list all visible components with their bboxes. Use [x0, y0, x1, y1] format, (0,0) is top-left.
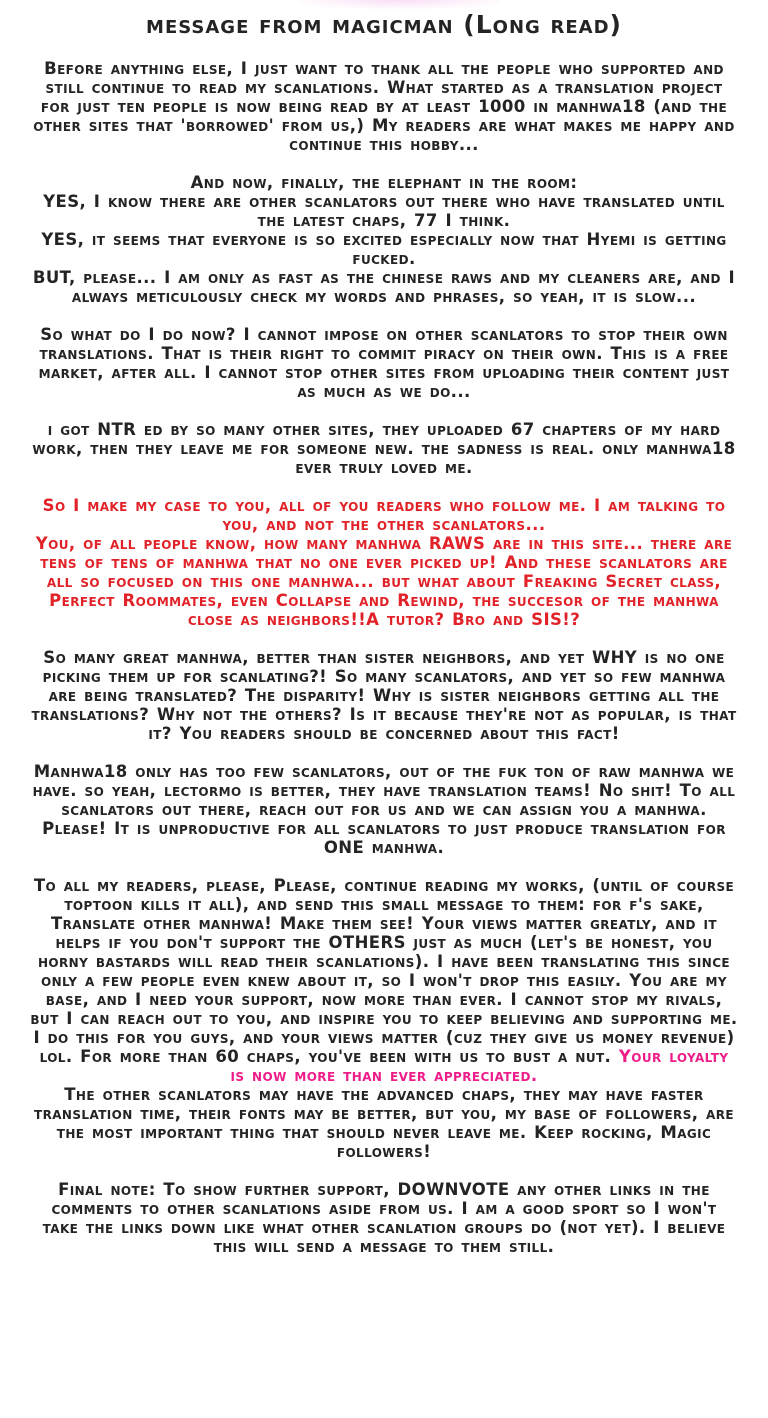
- paragraph-final-note: Final note: To show further support, DOWNVOTE any other links in the comments to other scanlations aside from us. I am a good sport so I won't take the links down like what other scanlation groups do (not yet). I believe this will send a message to them still.: [42, 1180, 726, 1256]
- text-line: YES, I know there are other scanlators out there who have translated until the latest chaps, 77 I think.: [43, 192, 725, 230]
- paragraph-base-followers: The other scanlators may have the advanced chaps, they may have faster translation time, their fonts may be better, but you, my base of followers, are the most important thing that should never leave me. Keep rocking, Magic followers!: [34, 1085, 734, 1161]
- loyalty-highlight-text: Your loyalty is now more than ever appreciated.: [230, 1047, 729, 1085]
- text-line: And now, finally, the elephant in the room:: [190, 173, 578, 192]
- paragraph-manhwa18: Manhwa18 only has too few scanlators, out of the fuk ton of raw manhwa we have. so yeah, lectormo is better, they have translation teams! No shit! To all scanlators out there, reach out for us and we can assign you a manhwa. Please! It is unproductive for all scanlators to just produce translation for ONE manhwa.: [32, 762, 736, 857]
- text-line: You, of all people know, how many manhwa RAWS are in this site... there are tens of tens of manhwa that no one ever picked up! And these scanlators are all so focused on this one manhwa... but what about Freaking Secret class, Perfect Roommates, even Collapse and Rewind, the succesor of the manhwa close as neighbors!!A tutor? Bro and SIS!?: [35, 534, 733, 629]
- paragraph-ntr: i got NTR ed by so many other sites, they uploaded 67 chapters of my hard work, then they leave me for someone new. the sadness is real. only manhwa18 ever truly loved me.: [32, 420, 736, 477]
- paragraph-red-case: [30, 496, 738, 629]
- page-title: message from magicman (Long read): [146, 10, 622, 39]
- text-line: YES, it seems that everyone is so excited especially now that Hyemi is getting fucked.: [41, 230, 727, 268]
- text-line: BUT, please... I am only as fast as the chinese raws and my cleaners are, and I always meticulously check my words and phrases, so yeah, it is slow...: [32, 268, 736, 306]
- paragraph-elephant: [30, 173, 738, 306]
- text-line: So I make my case to you, all of you readers who follow me. I am talking to you, and not the other scanlators...: [42, 496, 726, 534]
- paragraph-readers-plea: [30, 876, 738, 1085]
- paragraph-intro: Before anything else, I just want to thank all the people who supported and still continue to read my scanlations. What started as a translation project for just ten people is now being read by at least 1000 in manhwa18 (and the other sites that 'borrowed' from us,) My readers are what makes me happy and continue this hobby...: [33, 59, 735, 154]
- paragraph-disparity: So many great manhwa, better than sister neighbors, and yet WHY is no one picking them up for scanlating?! So many scanlators, and yet so few manhwa are being translated? The disparity! Why is sister neighbors getting all the translations? Why not the others? Is it because they're not as popular, is that it? You readers should be concerned about this fact!: [31, 648, 737, 743]
- paragraph-free-market: So what do I do now? I cannot impose on other scanlators to stop their own translations. That is their right to commit piracy on their own. This is a free market, after all. I cannot stop other sites from uploading their content just as much as we do...: [38, 325, 730, 401]
- plea-text: To all my readers, please, Please, continue reading my works, (until of course toptoon kills it all), and send this small message to them: for f's sake, Translate other manhwa! Make them see! Your views matter greatly, and it helps if you don't support the OTHERS just as much (let's be honest, you horny bastards will read their scanlations). I have been translating this since only a few people even knew about it, so I won't drop this easily. You are my base, and I need your support, now more than ever. I cannot stop my rivals, but I can reach out to you, and inspire you to keep believing and supporting me. I do this for you guys, and your views matter (cuz they give us money revenue) lol. For more than 60 chaps, you've been with us to bust a nut.: [30, 876, 738, 1066]
